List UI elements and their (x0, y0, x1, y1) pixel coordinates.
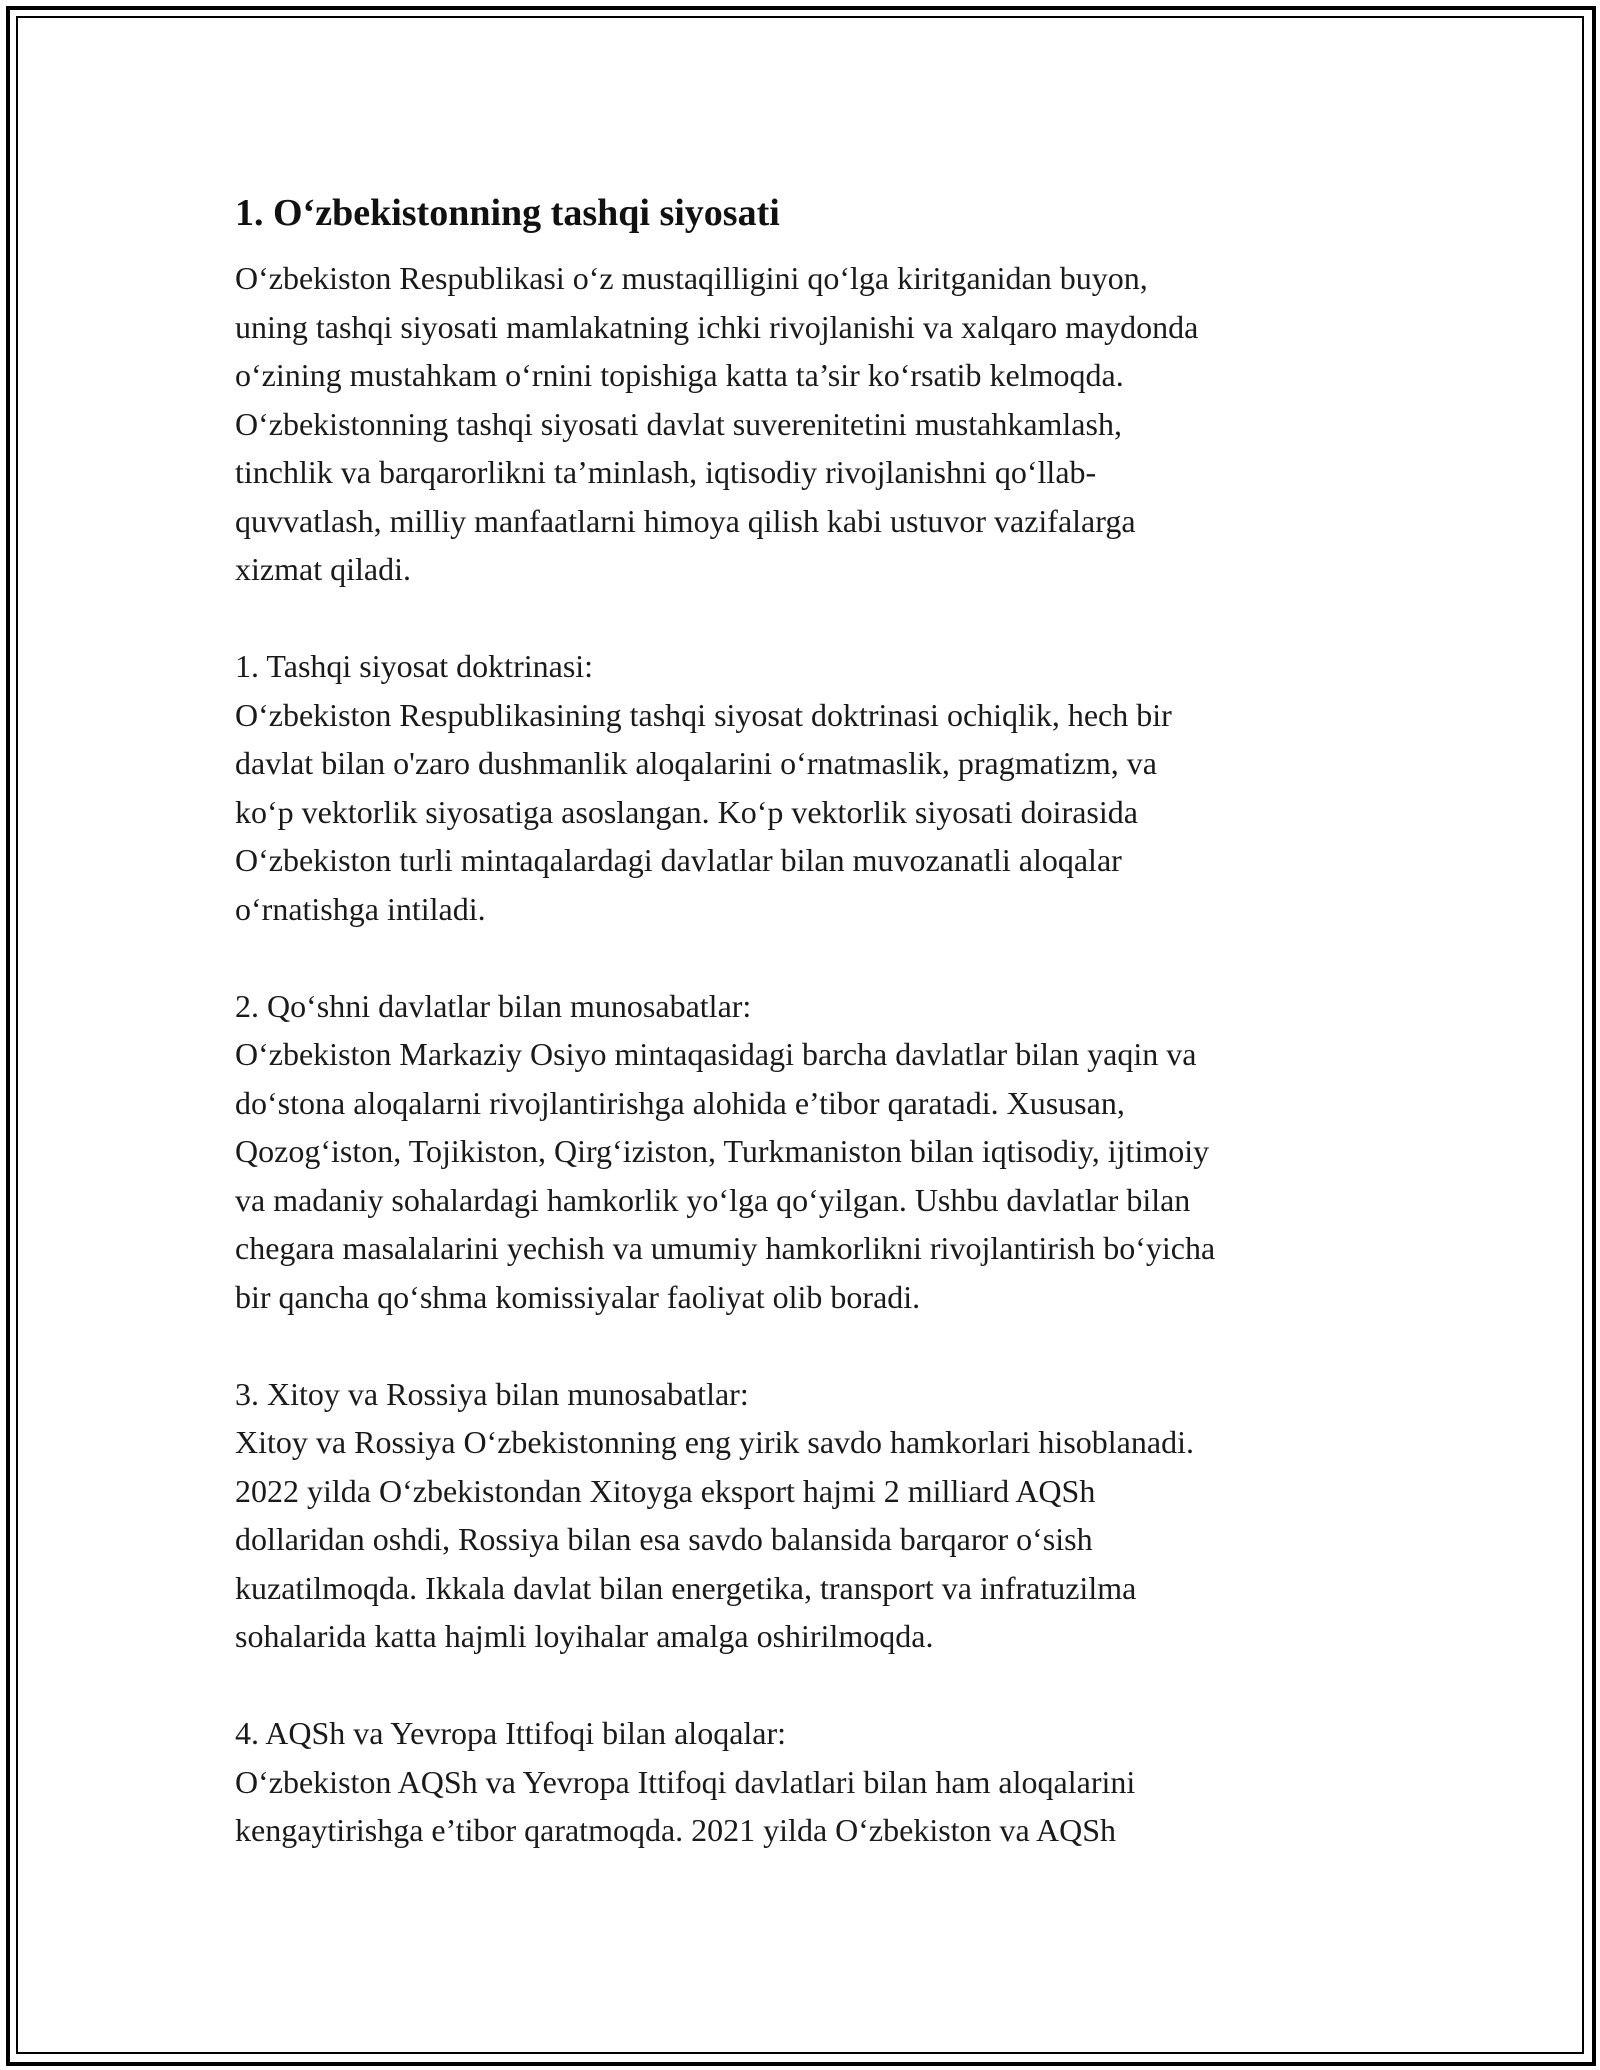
paragraph-gap (235, 933, 1385, 982)
section-china-russia (235, 1370, 1385, 1661)
paragraph-gap (235, 1661, 1385, 1710)
section-text: O‘zbekiston Markaziy Osiyo mintaqasidagi barcha davlatlar bilan yaqin va do‘stona aloqalarni rivojlantirishga alohida e’tibor qaratadi. Xususan, Qozog‘iston, Tojikiston, Qirg‘iziston, Turkmaniston bilan iqtisodiy, ijtimoiy va madaniy sohalardagi hamkorlik yo‘lga qo‘yilgan. Ushbu davlatlar bilan chegara masalalarini yechish va umumiy hamkorlikni rivojlantirish bo‘yicha bir qancha qo‘shma komissiyalar faoliyat olib boradi. (235, 1036, 1216, 1315)
paragraph-gap (235, 1321, 1385, 1370)
section-text: Xitoy va Rossiya O‘zbekistonning eng yirik savdo hamkorlari hisoblanadi. 2022 yilda O‘zbekistondan Xitoyga eksport hajmi 2 milliard AQSh dollaridan oshdi, Rossiya bilan esa savdo balansida barqaror o‘sish kuzatilmoqda. Ikkala davlat bilan energetika, transport va infratuzilma sohalarida katta hajmli loyihalar amalga oshirilmoqda. (235, 1424, 1194, 1654)
intro-paragraph: O‘zbekiston Respublikasi o‘z mustaqilligini qo‘lga kiritganidan buyon, uning tashqi siyosati mamlakatning ichki rivojlanishi va xalqaro maydonda o‘zining mustahkam o‘rnini topishiga katta ta’sir ko‘rsatib kelmoqda. O‘zbekistonning tashqi siyosati davlat suverenitetini mustahkamlash, tinchlik va barqarorlikni ta’minlash, iqtisodiy rivojlanishni qo‘llab- quvvatlash, milliy manfaatlarni himoya qilish kabi ustuvor vazifalarga xizmat qiladi. (235, 260, 1199, 587)
section-heading: 4. AQSh va Yevropa Ittifoqi bilan aloqalar: (235, 1715, 787, 1751)
document-body (235, 186, 1385, 1855)
section-usa-eu (235, 1709, 1385, 1855)
section-text: O‘zbekiston Respublikasining tashqi siyosat doktrinasi ochiqlik, hech bir davlat bilan o'zaro dushmanlik aloqalarini o‘rnatmaslik, pragmatizm, va ko‘p vektorlik siyosatiga asoslangan. Ko‘p vektorlik siyosati doirasida O‘zbekiston turli mintaqalardagi davlatlar bilan muvozanatli aloqalar o‘rnatishga intiladi. (235, 696, 1172, 927)
section-neighbors (235, 982, 1385, 1322)
section-heading: 1. Tashqi siyosat doktrinasi: (235, 648, 594, 684)
section-heading: 3. Xitoy va Rossiya bilan munosabatlar: (235, 1375, 749, 1412)
section-text: O‘zbekiston AQSh va Yevropa Ittifoqi davlatlari bilan ham aloqalarini kengaytirishga e’tibor qaratmoqda. 2021 yilda O‘zbekiston va AQSh (235, 1763, 1136, 1848)
section-heading: 2. Qo‘shni davlatlar bilan munosabatlar: (235, 987, 752, 1024)
paragraph-gap (235, 594, 1385, 643)
document-title: 1. O‘zbekistonning tashqi siyosati (235, 192, 780, 234)
section-doctrine (235, 642, 1385, 933)
